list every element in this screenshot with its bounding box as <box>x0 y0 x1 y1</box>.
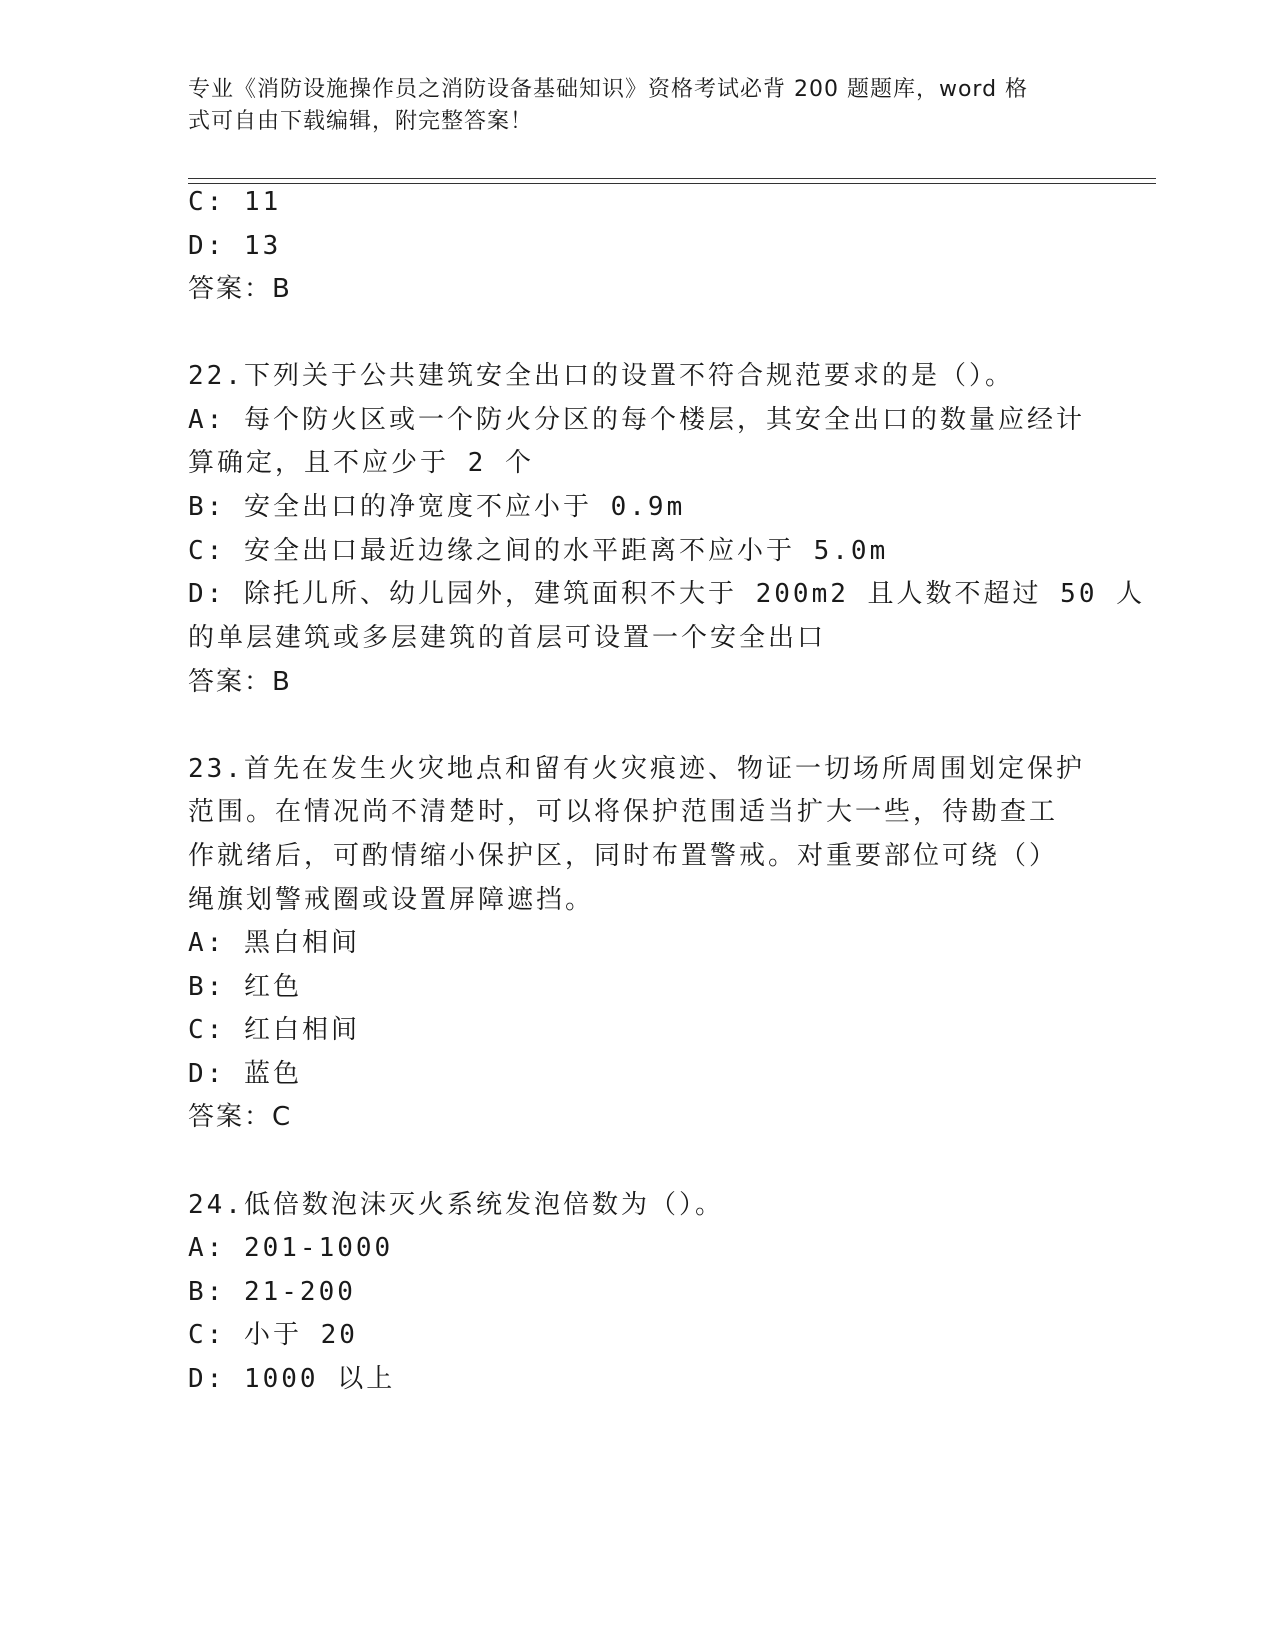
page-header <box>188 74 1068 138</box>
q23-option-d: D: 蓝色 <box>188 1059 302 1089</box>
q24-option-c: C: 小于 20 <box>188 1320 358 1350</box>
q23-stem-line-2: 范围。在情况尚不清楚时，可以将保护范围适当扩大一些，待勘查工 <box>188 797 1059 827</box>
q22-option-d-line-2: 的单层建筑或多层建筑的首层可设置一个安全出口 <box>188 623 827 653</box>
q22-option-a-line-2: 算确定，且不应少于 2 个 <box>188 448 534 478</box>
header-line-2: 式可自由下载编辑，附完整答案！ <box>188 109 534 134</box>
q22-option-c: C: 安全出口最近边缘之间的水平距离不应小于 5.0m <box>188 536 889 566</box>
q21-answer: 答案：B <box>188 274 292 304</box>
q22-option-d-line-1: D: 除托儿所、幼儿园外，建筑面积不大于 200m2 且人数不超过 50 人 <box>188 579 1146 609</box>
q23-answer: 答案：C <box>188 1102 293 1132</box>
q23-stem-line-3: 作就绪后，可酌情缩小保护区，同时布置警戒。对重要部位可绕（） <box>188 841 1059 871</box>
q23-stem-line-4: 绳旗划警戒圈或设置屏障遮挡。 <box>188 885 595 915</box>
header-divider-bottom <box>188 183 1156 184</box>
q23-option-b: B: 红色 <box>188 972 302 1002</box>
q24-option-b: B: 21-200 <box>188 1277 356 1307</box>
q22-answer: 答案：B <box>188 667 292 697</box>
q22-option-a-line-1: A: 每个防火区或一个防火分区的每个楼层，其安全出口的数量应经计 <box>188 405 1085 435</box>
q23-option-a: A: 黑白相间 <box>188 928 360 958</box>
q23-option-c: C: 红白相间 <box>188 1015 360 1045</box>
q22-stem: 22.下列关于公共建筑安全出口的设置不符合规范要求的是（）。 <box>188 361 1014 391</box>
q24-option-d: D: 1000 以上 <box>188 1364 396 1394</box>
q24-option-a: A: 201-1000 <box>188 1233 394 1263</box>
q24-stem: 24.低倍数泡沫灭火系统发泡倍数为（）。 <box>188 1190 724 1220</box>
q22-option-b: B: 安全出口的净宽度不应小于 0.9m <box>188 492 686 522</box>
header-line-1: 专业《消防设施操作员之消防设备基础知识》资格考试必背 200 题题库，word 格 <box>188 77 1029 102</box>
q21-option-d: D: 13 <box>188 231 282 261</box>
q21-option-c: C: 11 <box>188 187 282 217</box>
q23-stem-line-1: 23.首先在发生火灾地点和留有火灾痕迹、物证一切场所周围划定保护 <box>188 754 1085 784</box>
header-divider-top <box>188 178 1156 179</box>
